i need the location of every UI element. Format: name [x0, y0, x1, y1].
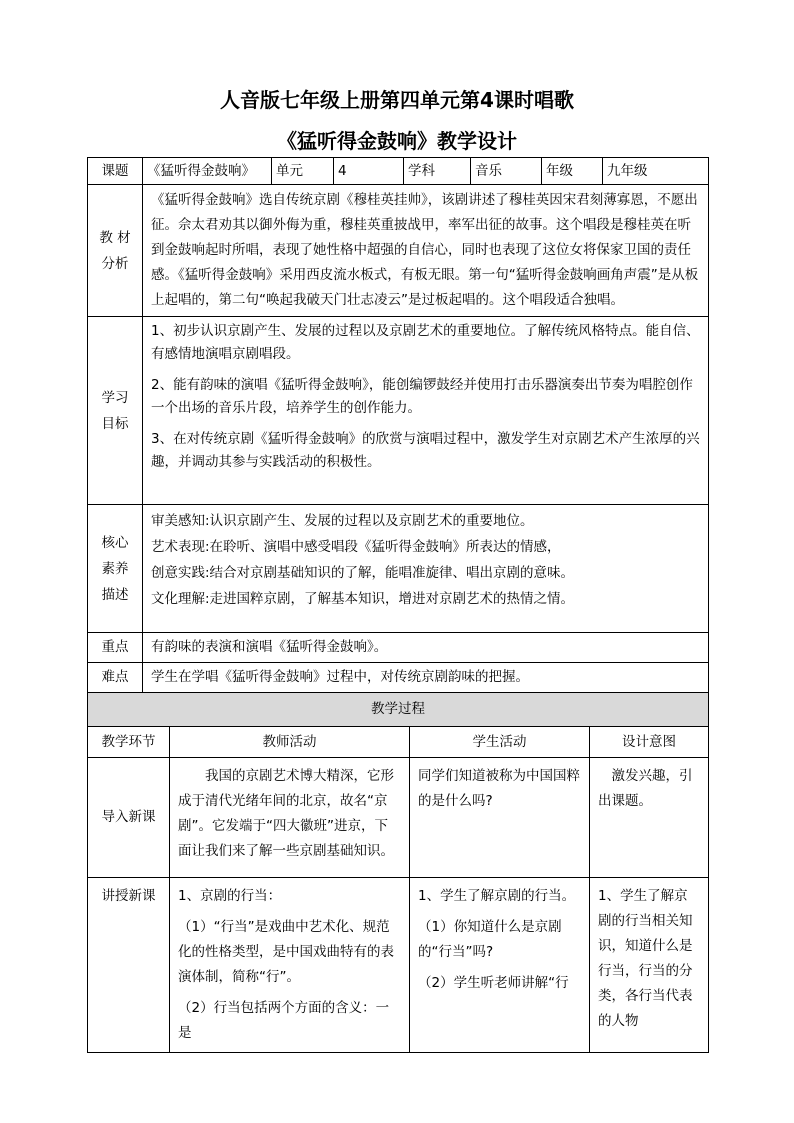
header-teacher: 教师活动	[170, 727, 410, 758]
lesson-intent	[590, 878, 709, 1053]
grade-label: 年级	[542, 158, 603, 185]
info-row-topic	[88, 158, 709, 185]
info-row-core	[88, 505, 709, 633]
core-item-2: 艺术表现:在聆听、演唱中感受唱段《猛听得金鼓响》所表达的情感，	[151, 539, 561, 555]
lesson-teacher-line-2: （1）“行当”是戏曲中艺术化、规范化的性格类型，是中国戏曲特有的表演体制，简称“行”。	[178, 919, 394, 985]
lesson-info-table	[87, 157, 709, 693]
process-row-lesson	[88, 878, 709, 1053]
goal-item-3: 3、在对传统京剧《猛听得金鼓响》的欣赏与演唱过程中，激发学生对京剧艺术产生浓厚的兴趣，并调动其参与实践活动的积极性。	[151, 431, 700, 470]
header-stage: 教学环节	[88, 727, 170, 758]
unit-label: 单元	[272, 158, 334, 185]
header-student: 学生活动	[410, 727, 590, 758]
document-title-line1: 人音版七年级上册第四单元第4课时唱歌	[220, 88, 574, 112]
process-row-intro	[88, 758, 709, 878]
info-row-key	[88, 633, 709, 663]
intro-student	[410, 758, 590, 878]
info-row-difficulty	[88, 663, 709, 693]
goal-item-1: 1、初步认识京剧产生、发展的过程以及京剧艺术的重要地位。了解传统风格特点。能自信、有感情地演唱京剧唱段。	[151, 323, 700, 362]
info-row-goals	[88, 317, 709, 505]
intro-stage: 导入新课	[88, 758, 170, 878]
goals-text	[143, 317, 709, 505]
intro-teacher-text: 我国的京剧艺术博大精深，它形成于清代光绪年间的北京，故名“京剧”。它发端于“四大徽班”进京，下面让我们来了解一些京剧基础知识。	[178, 768, 394, 859]
topic-value: 《猛听得金鼓响》	[143, 158, 272, 185]
intro-student-text: 同学们知道被称为中国国粹的是什么吗?	[418, 768, 580, 809]
lesson-teacher	[170, 878, 410, 1053]
info-row-analysis	[88, 185, 709, 317]
key-text: 有韵味的表演和演唱《猛听得金鼓响》。	[143, 633, 709, 663]
lesson-student-line-3: （2）学生听老师讲解“行	[418, 975, 569, 991]
subject-label: 学科	[404, 158, 471, 185]
intro-intent-text: 激发兴趣，引出课题。	[598, 768, 693, 809]
intro-teacher	[170, 758, 410, 878]
analysis-text	[143, 185, 709, 317]
topic-label: 课题	[88, 158, 143, 185]
analysis-paragraph: 《猛听得金鼓响》选自传统京剧《穆桂英挂帅》，该剧讲述了穆桂英因宋君刻薄寡恩，不愿出征。佘太君劝其以御外侮为重，穆桂英重披战甲，率军出征的故事。这个唱段是穆桂英在听到金鼓响起时所唱，表现了她性格中超强的自信心，同时也表现了这位女将保家卫国的责任感。《猛听得金鼓响》采用西皮流水板式，有板无眼。第一句“猛听得金鼓响画角声震”是从板上起唱的，第二句“唤起我破天门壮志凌云”是过板起唱的。这个唱段适合独唱。	[151, 192, 699, 308]
process-band-header: 教学过程	[88, 693, 709, 727]
goal-item-2: 2、能有韵味的演唱《猛听得金鼓响》，能创编锣鼓经并使用打击乐器演奏出节奏为唱腔创作一个出场的音乐片段，培养学生的创作能力。	[151, 377, 693, 416]
lesson-student-line-1: 1、学生了解京剧的行当。	[418, 888, 576, 904]
intro-intent	[590, 758, 709, 878]
lesson-teacher-line-1: 1、京剧的行当：	[178, 888, 282, 904]
difficulty-text: 学生在学唱《猛听得金鼓响》过程中，对传统京剧韵味的把握。	[143, 663, 709, 693]
core-item-3: 创意实践:结合对京剧基础知识的了解，能唱准旋律、唱出京剧的意味。	[151, 565, 575, 581]
teaching-process-table	[87, 692, 709, 1053]
header-intent: 设计意图	[590, 727, 709, 758]
difficulty-label: 难点	[88, 663, 143, 693]
core-text	[143, 505, 709, 633]
process-header-row	[88, 727, 709, 758]
lesson-teacher-line-3: （2）行当包括两个方面的含义：一是	[178, 1000, 390, 1041]
analysis-label: 教 材 分析	[88, 185, 143, 317]
goals-label: 学习 目标	[88, 317, 143, 505]
core-label: 核心 素养 描述	[88, 505, 143, 633]
lesson-student	[410, 878, 590, 1053]
unit-value: 4	[334, 158, 404, 185]
lesson-student-line-2: （1）你知道什么是京剧的“行当”吗?	[418, 919, 562, 960]
lesson-stage: 讲授新课	[88, 878, 170, 1053]
lesson-intent-text: 1、学生了解京剧的行当相关知识，知道什么是行当，行当的分类，各行当代表的人物	[598, 888, 693, 1029]
key-label: 重点	[88, 633, 143, 663]
core-item-4: 文化理解:走进国粹京剧，了解基本知识，增进对京剧艺术的热情之情。	[151, 591, 575, 607]
subject-value: 音乐	[471, 158, 542, 185]
core-item-1: 审美感知:认识京剧产生、发展的过程以及京剧艺术的重要地位。	[151, 513, 534, 529]
document-title-line2: 《猛听得金鼓响》教学设计	[277, 129, 517, 153]
grade-value: 九年级	[603, 158, 709, 185]
